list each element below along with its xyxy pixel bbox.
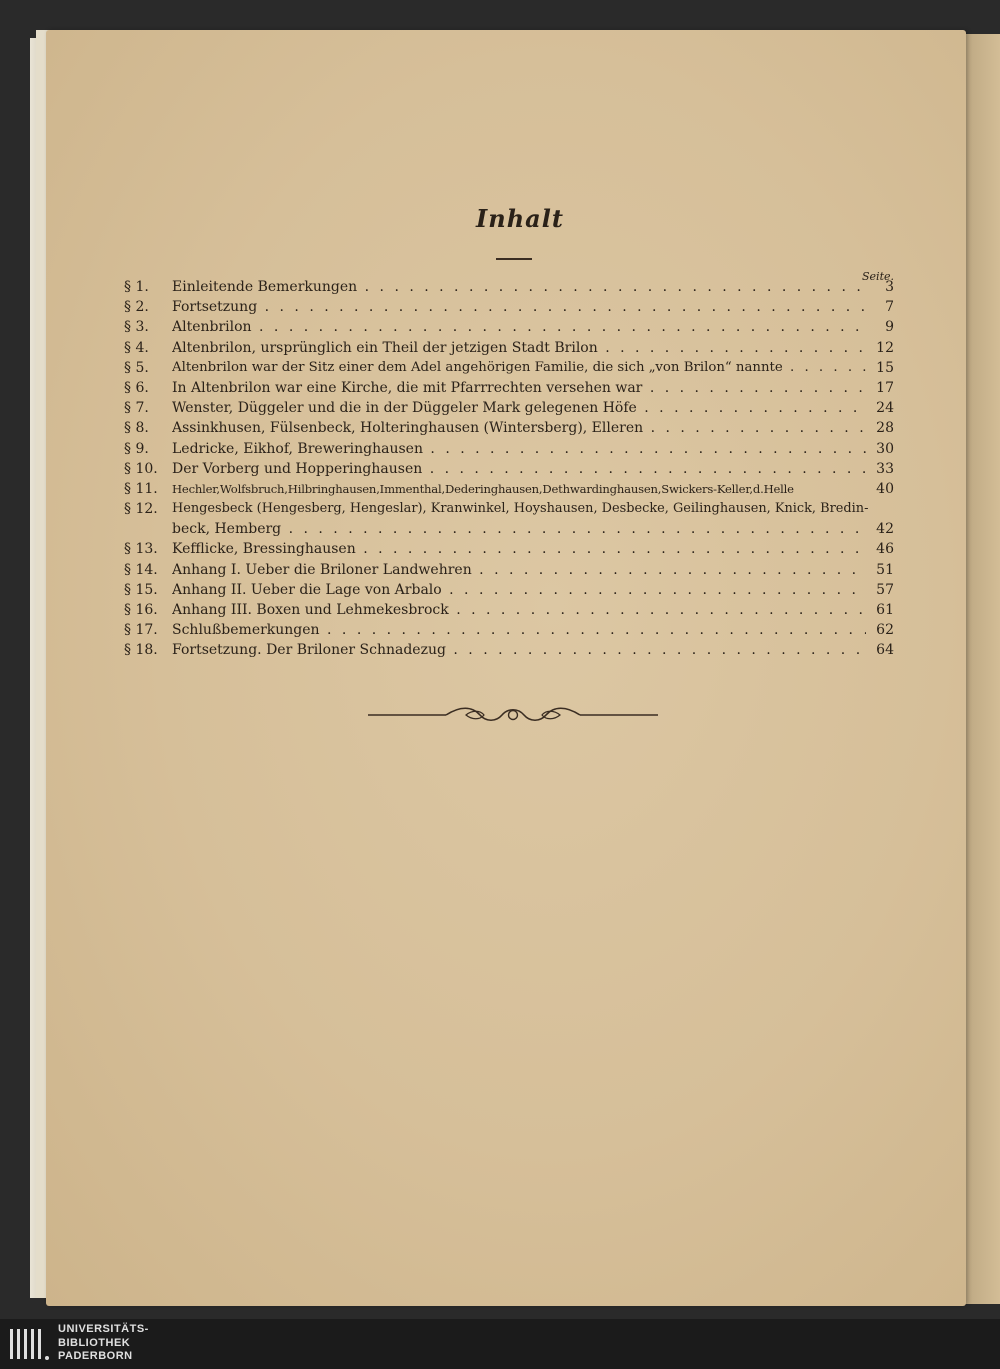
section-number: § 3. bbox=[124, 319, 149, 336]
table-of-contents bbox=[124, 277, 896, 661]
library-logo-icon bbox=[8, 1325, 50, 1363]
toc-entry bbox=[124, 398, 896, 418]
toc-entry bbox=[124, 620, 896, 640]
toc-entry bbox=[124, 277, 896, 297]
library-footer bbox=[0, 1319, 1000, 1369]
toc-entry bbox=[124, 459, 896, 479]
toc-entry bbox=[124, 378, 896, 398]
page-title: Inhalt bbox=[476, 204, 564, 233]
section-number: § 9. bbox=[124, 440, 149, 457]
section-page: 57 bbox=[876, 581, 894, 598]
section-page: 40 bbox=[876, 480, 894, 497]
section-title: Anhang I. Ueber die Briloner Landwehren . . . bbox=[172, 560, 866, 580]
section-title: Einleitende Bemerkungen . . . bbox=[172, 277, 866, 297]
toc-entry bbox=[124, 539, 896, 559]
toc-entry bbox=[124, 580, 896, 600]
section-page: 15 bbox=[876, 359, 894, 376]
toc-entry bbox=[124, 560, 896, 580]
section-page: 30 bbox=[876, 440, 894, 457]
section-page: 9 bbox=[885, 319, 894, 336]
toc-entry bbox=[124, 317, 896, 337]
section-title: Assinkhusen, Fülsenbeck, Holteringhausen (Wintersberg), Elleren . . . bbox=[172, 418, 866, 438]
section-number: § 12. bbox=[124, 501, 158, 518]
section-title: Anhang II. Ueber die Lage von Arbalo . . . bbox=[172, 580, 866, 600]
section-number: § 18. bbox=[124, 642, 158, 659]
library-name-line: BIBLIOTHEK bbox=[58, 1336, 131, 1349]
section-page: 12 bbox=[876, 339, 894, 356]
decorative-ornament bbox=[368, 702, 658, 728]
section-number: § 14. bbox=[124, 561, 158, 578]
section-number: § 16. bbox=[124, 602, 158, 619]
section-page: 17 bbox=[876, 379, 894, 396]
section-number: § 11. bbox=[124, 480, 158, 497]
section-number: § 13. bbox=[124, 541, 158, 558]
library-name-line: UNIVERSITÄTS- bbox=[58, 1323, 149, 1335]
section-page: 64 bbox=[876, 642, 894, 659]
section-title: Fortsetzung . . . bbox=[172, 297, 866, 317]
section-number: § 1. bbox=[124, 279, 149, 295]
section-title-continued: beck, Hemberg . . . bbox=[172, 519, 866, 539]
section-number: § 7. bbox=[124, 400, 149, 417]
section-number: § 2. bbox=[124, 299, 149, 316]
toc-entry bbox=[124, 499, 896, 539]
section-page: 42 bbox=[876, 521, 894, 538]
section-number: § 6. bbox=[124, 379, 149, 396]
section-title: Hechler,Wolfsbruch,Hilbringhausen,Immenthal,Dederinghausen,Dethwardinghausen,Swickers-Keller,d.Helle bbox=[172, 481, 794, 496]
toc-entry bbox=[124, 358, 896, 378]
section-title: Schlußbemerkungen . . . bbox=[172, 620, 866, 640]
section-title: Fortsetzung. Der Briloner Schnadezug . . . bbox=[172, 640, 866, 660]
section-page: 61 bbox=[876, 602, 894, 619]
section-title: Hengesbeck (Hengesberg, Hengeslar), Kranwinkel, Hoyshausen, Desbecke, Geilinghausen, Knick, Bredin- bbox=[172, 501, 869, 517]
toc-entry bbox=[124, 418, 896, 438]
section-number: § 10. bbox=[124, 460, 158, 477]
title-rule bbox=[496, 258, 532, 260]
toc-entry bbox=[124, 338, 896, 358]
section-number: § 15. bbox=[124, 581, 158, 598]
section-number: § 5. bbox=[124, 359, 149, 376]
library-name bbox=[58, 1323, 149, 1364]
section-number: § 8. bbox=[124, 420, 149, 437]
section-page: 51 bbox=[876, 561, 894, 578]
section-number: § 4. bbox=[124, 339, 149, 356]
toc-entry bbox=[124, 479, 896, 499]
toc-entry bbox=[124, 640, 896, 660]
section-page: 3 bbox=[885, 279, 894, 295]
section-page: 24 bbox=[876, 400, 894, 417]
toc-entry bbox=[124, 600, 896, 620]
section-page: 33 bbox=[876, 460, 894, 477]
section-title: Altenbrilon, ursprünglich ein Theil der jetzigen Stadt Brilon . . . bbox=[172, 338, 866, 358]
section-title: Wenster, Düggeler und die in der Düggeler Mark gelegenen Höfe . . . bbox=[172, 398, 866, 418]
section-page: 62 bbox=[876, 622, 894, 639]
section-title: Altenbrilon war der Sitz einer dem Adel angehörigen Familie, die sich „von Brilon“ nannte . . . bbox=[172, 358, 866, 378]
library-name-line: PADERBORN bbox=[58, 1350, 133, 1362]
section-title: In Altenbrilon war eine Kirche, die mit Pfarrrechten versehen war . . . bbox=[172, 378, 866, 398]
toc-entry bbox=[124, 439, 896, 459]
toc-entry bbox=[124, 297, 896, 317]
section-number: § 17. bbox=[124, 622, 158, 639]
page-column-label: Seite. bbox=[862, 270, 894, 283]
section-title: Ledricke, Eikhof, Breweringhausen . . . bbox=[172, 439, 866, 459]
section-title: Der Vorberg und Hopperinghausen . . . bbox=[172, 459, 866, 479]
section-page: 46 bbox=[876, 541, 894, 558]
section-page: 28 bbox=[876, 420, 894, 437]
section-title: Altenbrilon . . . bbox=[172, 317, 866, 337]
section-title: Kefflicke, Bressinghausen . . . bbox=[172, 539, 866, 559]
section-page: 7 bbox=[885, 299, 894, 316]
section-title: Anhang III. Boxen und Lehmekesbrock . . . bbox=[172, 600, 866, 620]
